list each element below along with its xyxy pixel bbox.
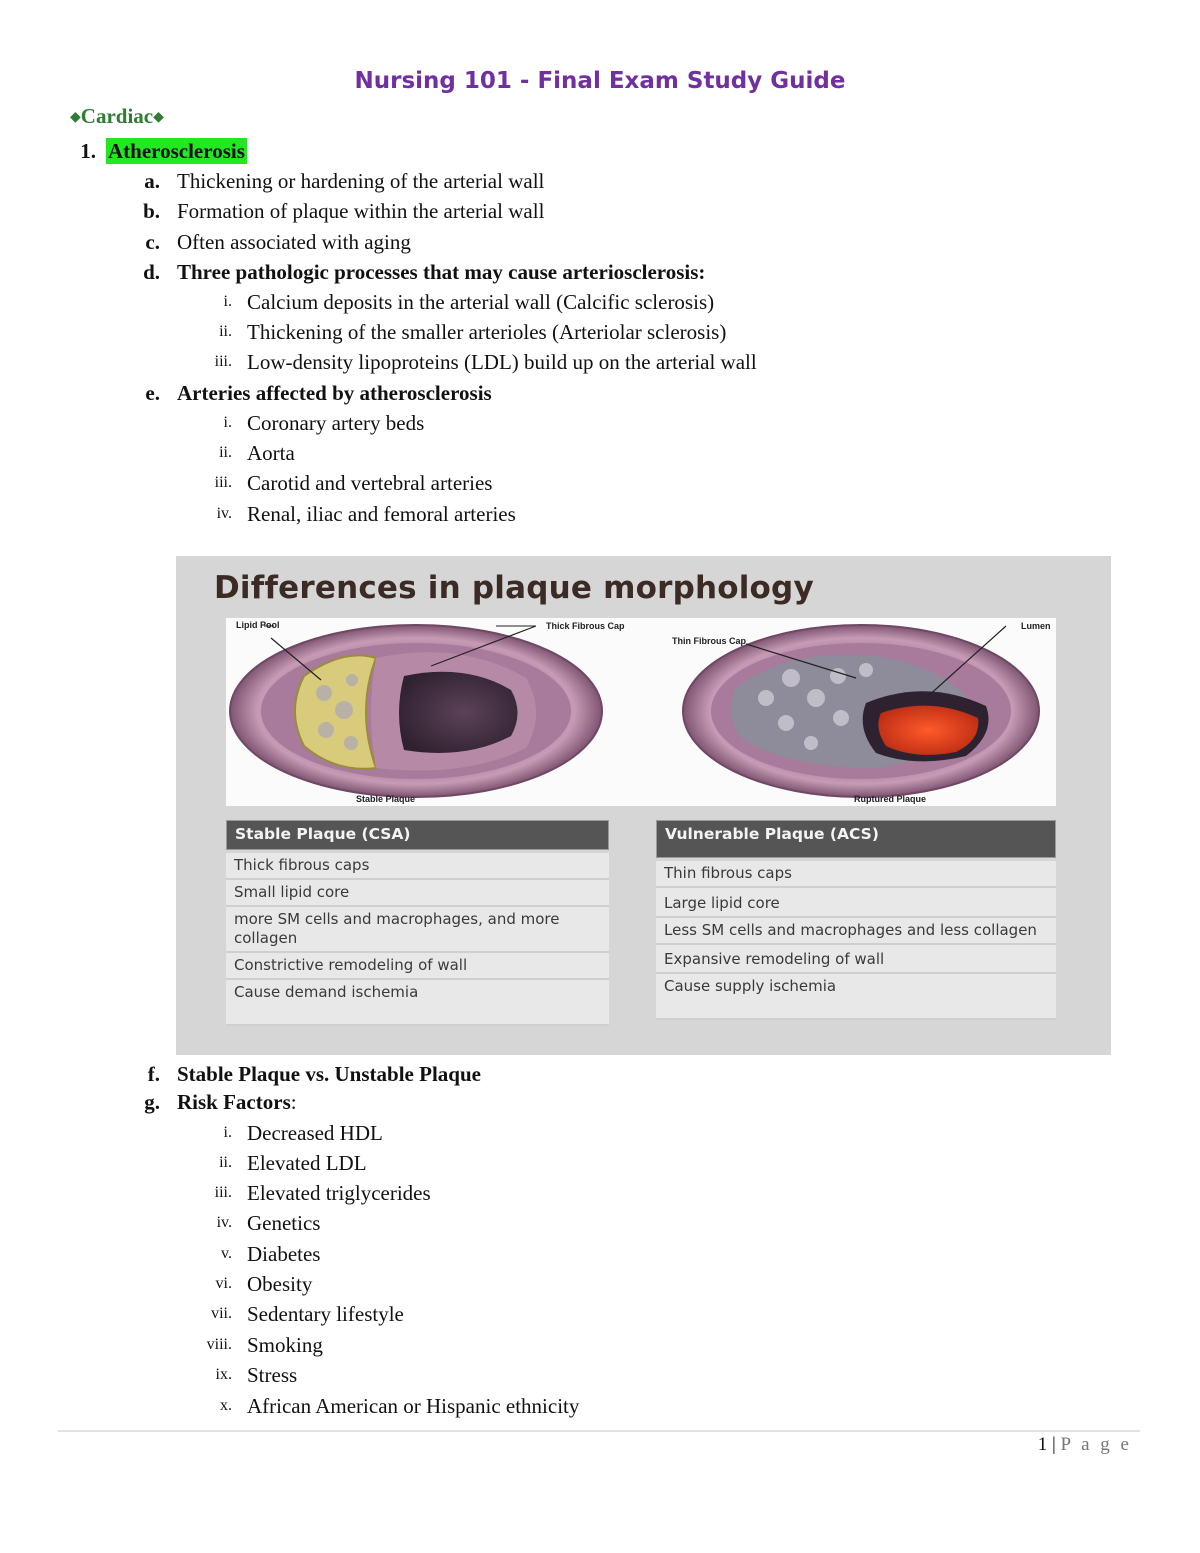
list-text: Three pathologic processes that may cause arteriosclerosis: — [177, 260, 706, 284]
list-marker: 1. — [80, 139, 96, 163]
list-marker: i. — [223, 414, 232, 431]
table-header: Stable Plaque (CSA) — [226, 820, 609, 850]
label-thin-cap: Thin Fibrous Cap — [672, 636, 746, 646]
plaque-morphology-figure — [176, 556, 1111, 1055]
list-text: Arteries affected by atherosclerosis — [177, 381, 492, 405]
table-row: Cause supply ischemia — [656, 974, 1056, 1020]
list-text: Often associated with aging — [177, 230, 411, 254]
table-row: Thin fibrous caps — [656, 861, 1056, 888]
list-text: Elevated LDL — [247, 1151, 367, 1175]
list-marker: iv. — [216, 505, 232, 522]
list-marker: c. — [145, 230, 160, 254]
table-header: Vulnerable Plaque (ACS) — [656, 820, 1056, 858]
list-text: Calcium deposits in the arterial wall (Calcific sclerosis) — [247, 290, 715, 314]
list-marker: ix. — [215, 1366, 232, 1383]
page-footer — [1038, 1434, 1132, 1456]
label-lipid-pool: Lipid Pool — [236, 620, 280, 630]
list-marker: vii. — [211, 1305, 232, 1322]
figure-title: Differences in plaque morphology — [214, 570, 814, 606]
page-number: 1 — [1037, 1434, 1048, 1455]
list-text: Genetics — [247, 1211, 321, 1235]
list-text: Sedentary lifestyle — [247, 1302, 404, 1326]
table-row: Thick fibrous caps — [226, 853, 609, 880]
list-marker: iii. — [214, 1184, 232, 1201]
table-row: Constrictive remodeling of wall — [226, 953, 609, 980]
label-lumen: Lumen — [1021, 621, 1051, 631]
table-row: more SM cells and macrophages, and more collagen — [226, 907, 609, 953]
list-text: Elevated triglycerides — [247, 1181, 431, 1205]
vulnerable-plaque-table — [656, 820, 1056, 1020]
list-marker: iii. — [214, 353, 232, 370]
list-text: Decreased HDL — [247, 1121, 383, 1145]
table-row: Small lipid core — [226, 880, 609, 907]
footer-divider — [58, 1430, 1140, 1432]
table-row: Large lipid core — [656, 888, 1056, 918]
list-marker: ii. — [219, 444, 232, 461]
list-marker: iii. — [214, 474, 232, 491]
diamond-icon: ◆ — [70, 110, 81, 125]
label-thick-cap: Thick Fibrous Cap — [546, 621, 625, 631]
section-heading-cardiac — [70, 104, 164, 129]
plaque-cross-section-image — [226, 618, 1056, 806]
list-marker: viii. — [206, 1336, 232, 1353]
list-text: Stress — [247, 1363, 298, 1387]
list-marker: d. — [143, 260, 160, 284]
label-ruptured-plaque: Ruptured Plaque — [854, 794, 927, 804]
list-marker: x. — [220, 1397, 232, 1414]
list-marker: v. — [221, 1245, 232, 1262]
list-marker: ii. — [219, 323, 232, 340]
table-row: Less SM cells and macrophages and less collagen — [656, 918, 1056, 945]
stable-plaque-table — [226, 820, 609, 1026]
list-text: Diabetes — [247, 1242, 321, 1266]
list-text: Stable Plaque vs. Unstable Plaque — [177, 1062, 481, 1086]
list-text: Risk Factors — [177, 1090, 291, 1114]
list-marker: vi. — [215, 1275, 232, 1292]
list-marker: e. — [145, 381, 160, 405]
list-text: Smoking — [247, 1333, 323, 1357]
list-text: Aorta — [247, 441, 295, 465]
page-label: P a g e — [1060, 1434, 1132, 1455]
list-text: African American or Hispanic ethnicity — [247, 1394, 580, 1418]
footer-separator: | — [1051, 1434, 1056, 1455]
list-marker: i. — [223, 1124, 232, 1141]
list-marker: ii. — [219, 1154, 232, 1171]
list-text: Thickening of the smaller arterioles (Arteriolar sclerosis) — [247, 320, 727, 344]
list-marker: f. — [147, 1062, 160, 1086]
list-text: Renal, iliac and femoral arteries — [247, 502, 516, 526]
list-text: Carotid and vertebral arteries — [247, 471, 493, 495]
list-marker: b. — [143, 199, 160, 223]
list-marker: i. — [223, 293, 232, 310]
list-text-suffix: : — [290, 1090, 297, 1114]
table-row: Cause demand ischemia — [226, 980, 609, 1026]
list-marker: iv. — [216, 1214, 232, 1231]
list-text: Thickening or hardening of the arterial wall — [177, 169, 545, 193]
list-text: Obesity — [247, 1272, 313, 1296]
section-label: Cardiac — [80, 104, 154, 128]
highlighted-heading: Atherosclerosis — [108, 139, 245, 163]
plaque-illustration — [226, 618, 1056, 806]
list-text: Low-density lipoproteins (LDL) build up on the arterial wall — [247, 350, 757, 374]
diamond-icon: ◆ — [153, 110, 164, 125]
list-text: Coronary artery beds — [247, 411, 425, 435]
table-row: Expansive remodeling of wall — [656, 945, 1056, 974]
ruptured-thrombus — [878, 706, 978, 755]
label-stable-plaque: Stable Plaque — [356, 794, 416, 804]
list-text: Formation of plaque within the arterial wall — [177, 199, 545, 223]
list-marker: a. — [144, 169, 160, 193]
document-title: Nursing 101 - Final Exam Study Guide — [354, 68, 846, 94]
list-marker: g. — [144, 1090, 160, 1114]
